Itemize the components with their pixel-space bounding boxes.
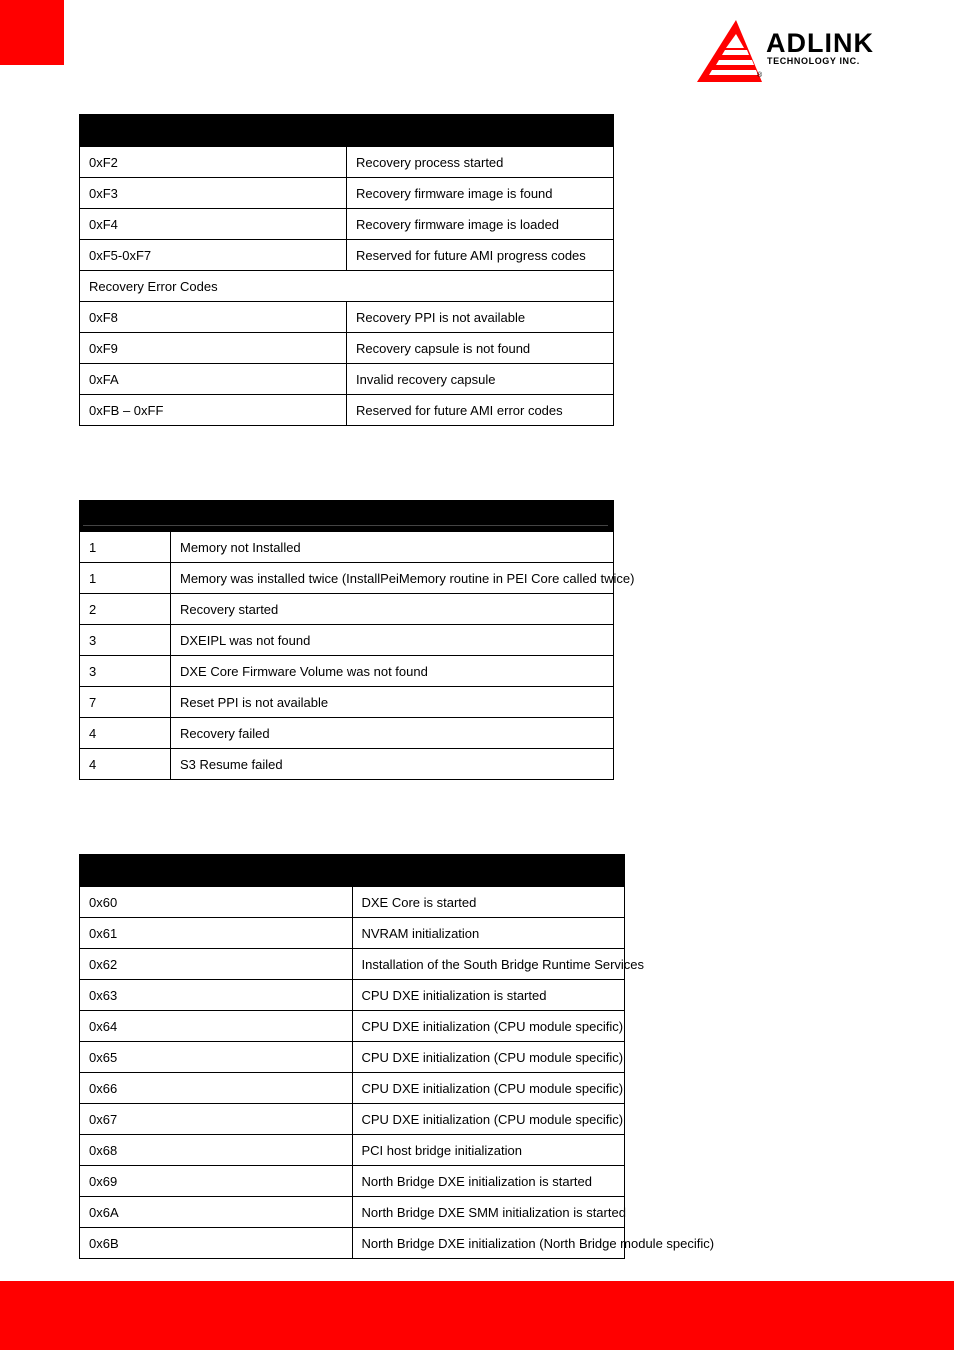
brand-tagline: TECHNOLOGY INC. (767, 56, 860, 66)
description-cell: PCI host bridge initialization (352, 1135, 625, 1166)
description-cell: Recovery failed (171, 718, 614, 749)
code-cell: 0xF8 (80, 302, 347, 333)
table-row (80, 333, 614, 364)
code-cell: 0x61 (80, 918, 353, 949)
table-row (80, 532, 614, 563)
code-cell: 4 (80, 718, 171, 749)
table-row (80, 718, 614, 749)
table-row (80, 178, 614, 209)
code-cell: 0x65 (80, 1042, 353, 1073)
description-cell: Invalid recovery capsule (347, 364, 614, 395)
description-cell: DXE Core is started (352, 887, 625, 918)
table-row (80, 625, 614, 656)
table-row (80, 395, 614, 426)
header-red-tab (0, 0, 64, 65)
code-cell: 0x64 (80, 1011, 353, 1042)
description-cell: NVRAM initialization (352, 918, 625, 949)
table-row (80, 1104, 625, 1135)
code-cell: 1 (80, 532, 171, 563)
table-row (80, 364, 614, 395)
description-cell: Recovery firmware image is found (347, 178, 614, 209)
description-cell: Reserved for future AMI progress codes (347, 240, 614, 271)
table-row (80, 1228, 625, 1259)
table-row (80, 949, 625, 980)
section-label: Recovery Error Codes (80, 271, 614, 302)
table-header-cell (80, 115, 614, 147)
table-row (80, 980, 625, 1011)
description-cell: Recovery capsule is not found (347, 333, 614, 364)
description-cell: Recovery firmware image is loaded (347, 209, 614, 240)
code-cell: 0x69 (80, 1166, 353, 1197)
code-cell: 0x67 (80, 1104, 353, 1135)
table-header-row (80, 115, 614, 147)
section-row (80, 271, 614, 302)
table-row (80, 918, 625, 949)
code-cell: 1 (80, 563, 171, 594)
table-row (80, 594, 614, 625)
code-cell: 0x66 (80, 1073, 353, 1104)
table-row (80, 147, 614, 178)
description-cell: Reset PPI is not available (171, 687, 614, 718)
code-cell: 0x68 (80, 1135, 353, 1166)
table-header-cell (171, 501, 614, 532)
description-cell: North Bridge DXE initialization (North Bridge module specific) (352, 1228, 625, 1259)
header-edge (621, 856, 622, 882)
table-header-row (80, 855, 625, 887)
code-cell: 0xF9 (80, 333, 347, 364)
code-cell: 0xF5-0xF7 (80, 240, 347, 271)
code-cell: 0xFA (80, 364, 347, 395)
table-header-row (80, 501, 614, 532)
code-cell: 0xFB – 0xFF (80, 395, 347, 426)
table-row (80, 687, 614, 718)
adlink-logo (696, 18, 908, 84)
code-cell: 7 (80, 687, 171, 718)
description-cell: DXEIPL was not found (171, 625, 614, 656)
code-cell: 0xF2 (80, 147, 347, 178)
description-cell: CPU DXE initialization (CPU module specific) (352, 1042, 625, 1073)
table-header-cell (80, 855, 625, 887)
table-row (80, 887, 625, 918)
code-cell: 0x6A (80, 1197, 353, 1228)
recovery-codes-table (79, 114, 614, 426)
description-cell: CPU DXE initialization is started (352, 980, 625, 1011)
description-cell: Installation of the South Bridge Runtime Services (352, 949, 625, 980)
code-cell: 0xF4 (80, 209, 347, 240)
table-row (80, 209, 614, 240)
code-cell: 3 (80, 656, 171, 687)
table-row (80, 240, 614, 271)
code-cell: 0x63 (80, 980, 353, 1011)
description-cell: CPU DXE initialization (CPU module specific) (352, 1011, 625, 1042)
beep-codes-table (79, 500, 635, 780)
table-row (80, 563, 614, 594)
table-row (80, 1197, 625, 1228)
description-cell: Memory was installed twice (InstallPeiMemory routine in PEI Core called twice) (171, 563, 614, 594)
description-cell: S3 Resume failed (171, 749, 614, 780)
description-cell: North Bridge DXE initialization is started (352, 1166, 625, 1197)
description-cell: Recovery started (171, 594, 614, 625)
table-row (80, 1135, 625, 1166)
description-cell: Recovery process started (347, 147, 614, 178)
code-cell: 0x6B (80, 1228, 353, 1259)
dxe-status-codes-table (79, 854, 715, 1259)
code-cell: 3 (80, 625, 171, 656)
footer-red-bar (0, 1281, 954, 1350)
code-cell: 0x60 (80, 887, 353, 918)
code-cell: 2 (80, 594, 171, 625)
description-cell: CPU DXE initialization (CPU module specific) (352, 1104, 625, 1135)
description-cell: Recovery PPI is not available (347, 302, 614, 333)
table-header-cell (80, 501, 171, 532)
description-cell: DXE Core Firmware Volume was not found (171, 656, 614, 687)
description-cell: North Bridge DXE SMM initialization is started (352, 1197, 625, 1228)
table-row (80, 1042, 625, 1073)
code-cell: 4 (80, 749, 171, 780)
description-cell: CPU DXE initialization (CPU module specific) (352, 1073, 625, 1104)
registered-mark: ® (757, 72, 763, 79)
brand-name: ADLINK (766, 28, 874, 58)
table-row (80, 656, 614, 687)
table-row (80, 302, 614, 333)
description-cell: Reserved for future AMI error codes (347, 395, 614, 426)
code-cell: 0x62 (80, 949, 353, 980)
table-row (80, 1073, 625, 1104)
adlink-triangle-icon (696, 18, 764, 84)
table-row (80, 749, 614, 780)
code-cell: 0xF3 (80, 178, 347, 209)
table-row (80, 1166, 625, 1197)
header-divider (83, 525, 608, 526)
description-cell: Memory not Installed (171, 532, 614, 563)
table-row (80, 1011, 625, 1042)
